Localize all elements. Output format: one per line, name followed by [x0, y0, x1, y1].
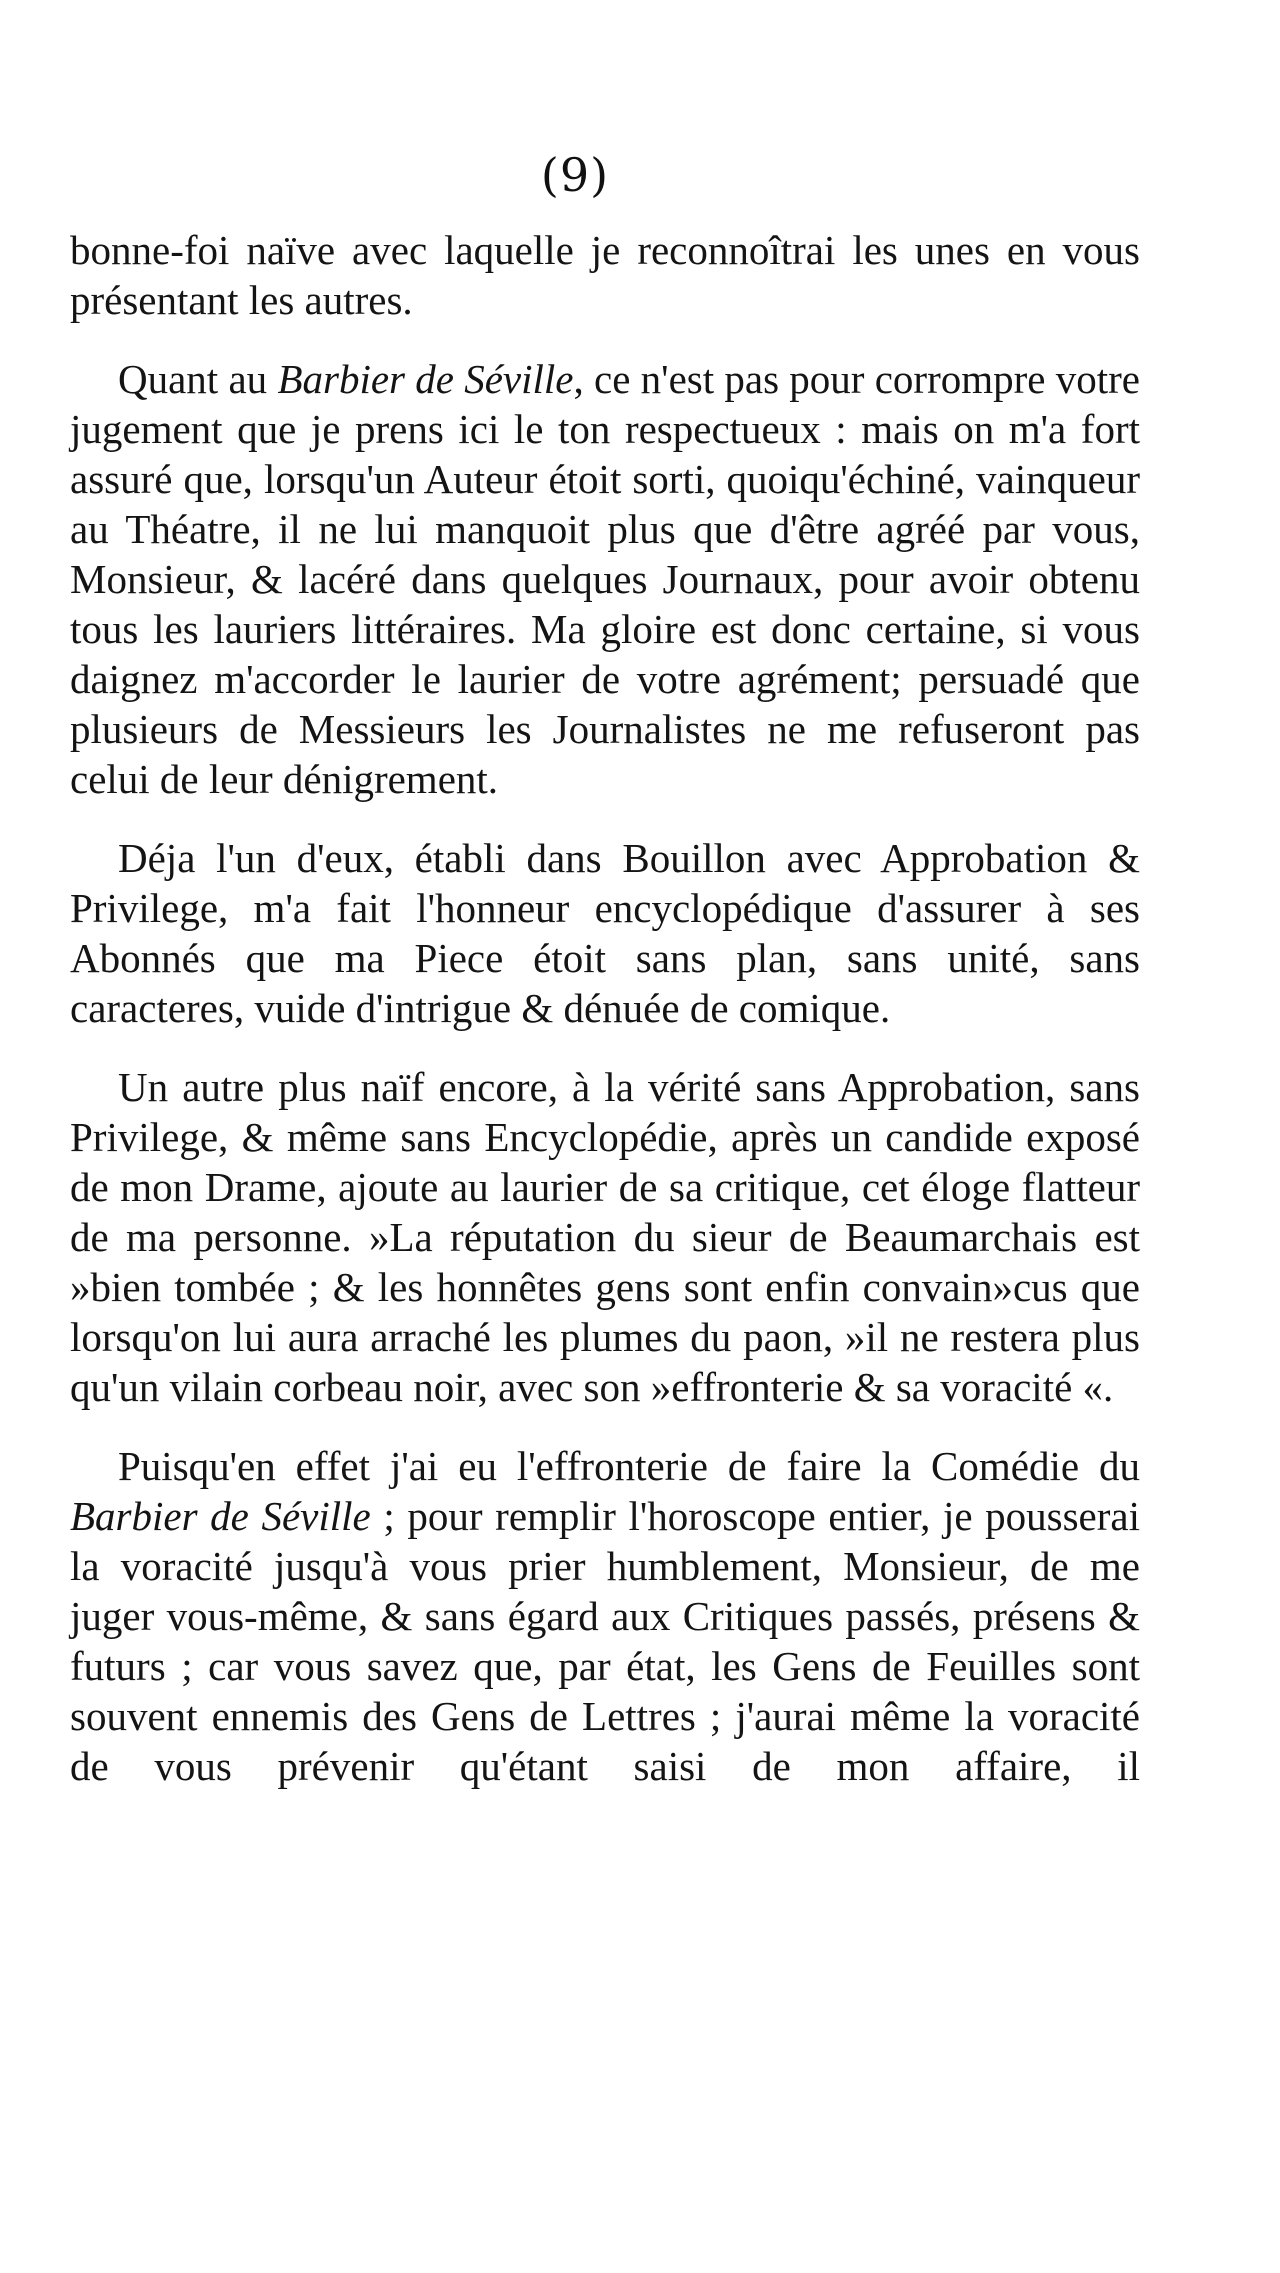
paragraph: [70, 1062, 1140, 1412]
paragraph: [70, 1441, 1140, 1791]
paragraph-text: Quant au: [118, 356, 278, 402]
paragraph: [70, 225, 1140, 325]
paragraph: [70, 833, 1140, 1033]
play-title: Barbier de Séville: [70, 1493, 371, 1539]
paragraph-text: bonne-foi naïve avec laquelle je reconnoîtrai les unes en vous présentant les autres.: [70, 227, 1140, 323]
paragraph: [70, 354, 1140, 804]
play-title: Barbier de Séville: [277, 356, 574, 402]
paragraph-text: Déja l'un d'eux, établi dans Bouillon avec Approbation & Privilege, m'a fait l'honneur encyclopédique d'assurer à ses Abonnés que ma Piece étoit sans plan, sans unité, sans caracteres, vuide d'intrigue & dénuée de comique.: [70, 835, 1140, 1031]
page-body: [70, 225, 1140, 1820]
paragraph-text: Puisqu'en effet j'ai eu l'effronterie de faire la Comédie du: [118, 1443, 1140, 1489]
page-number: (9): [540, 148, 610, 202]
paragraph-text: Un autre plus naïf encore, à la vérité sans Approbation, sans Privilege, & même sans Encyclopédie, après un candide exposé de mon Drame, ajoute au laurier de sa critique, cet éloge flatteur de ma personne. »La réputation du sieur de Beaumarchais est »bien tombée ; & les honnêtes gens sont enfin convain»cus que lorsqu'on lui aura arraché les plumes du paon, »il ne restera plus qu'un vilain corbeau noir, avec son »effronterie & sa voracité «.: [70, 1064, 1140, 1410]
paragraph-text: , ce n'est pas pour corrompre votre jugement que je prens ici le ton respectueux : mais on m'a fort assuré que, lorsqu'un Auteur étoit sorti, quoiqu'échiné, vainqueur au Théatre, il ne lui manquoit plus que d'être agréé par vous, Monsieur, & lacéré dans quelques Journaux, pour avoir obtenu tous les lauriers littéraires. Ma gloire est donc certaine, si vous daignez m'accorder le laurier de votre agrément; persuadé que plusieurs de Messieurs les Journalistes ne me refuseront pas celui de leur dénigrement.: [70, 356, 1140, 802]
paragraph-text: ; pour remplir l'horoscope entier, je pousserai la voracité jusqu'à vous prier humblement, Monsieur, de me juger vous-même, & sans égard aux Critiques passés, présens & futurs ; car vous savez que, par état, les Gens de Feuilles sont souvent ennemis des Gens de Lettres ; j'aurai même la voracité de vous prévenir qu'étant saisi de mon affaire, il: [70, 1493, 1141, 1789]
